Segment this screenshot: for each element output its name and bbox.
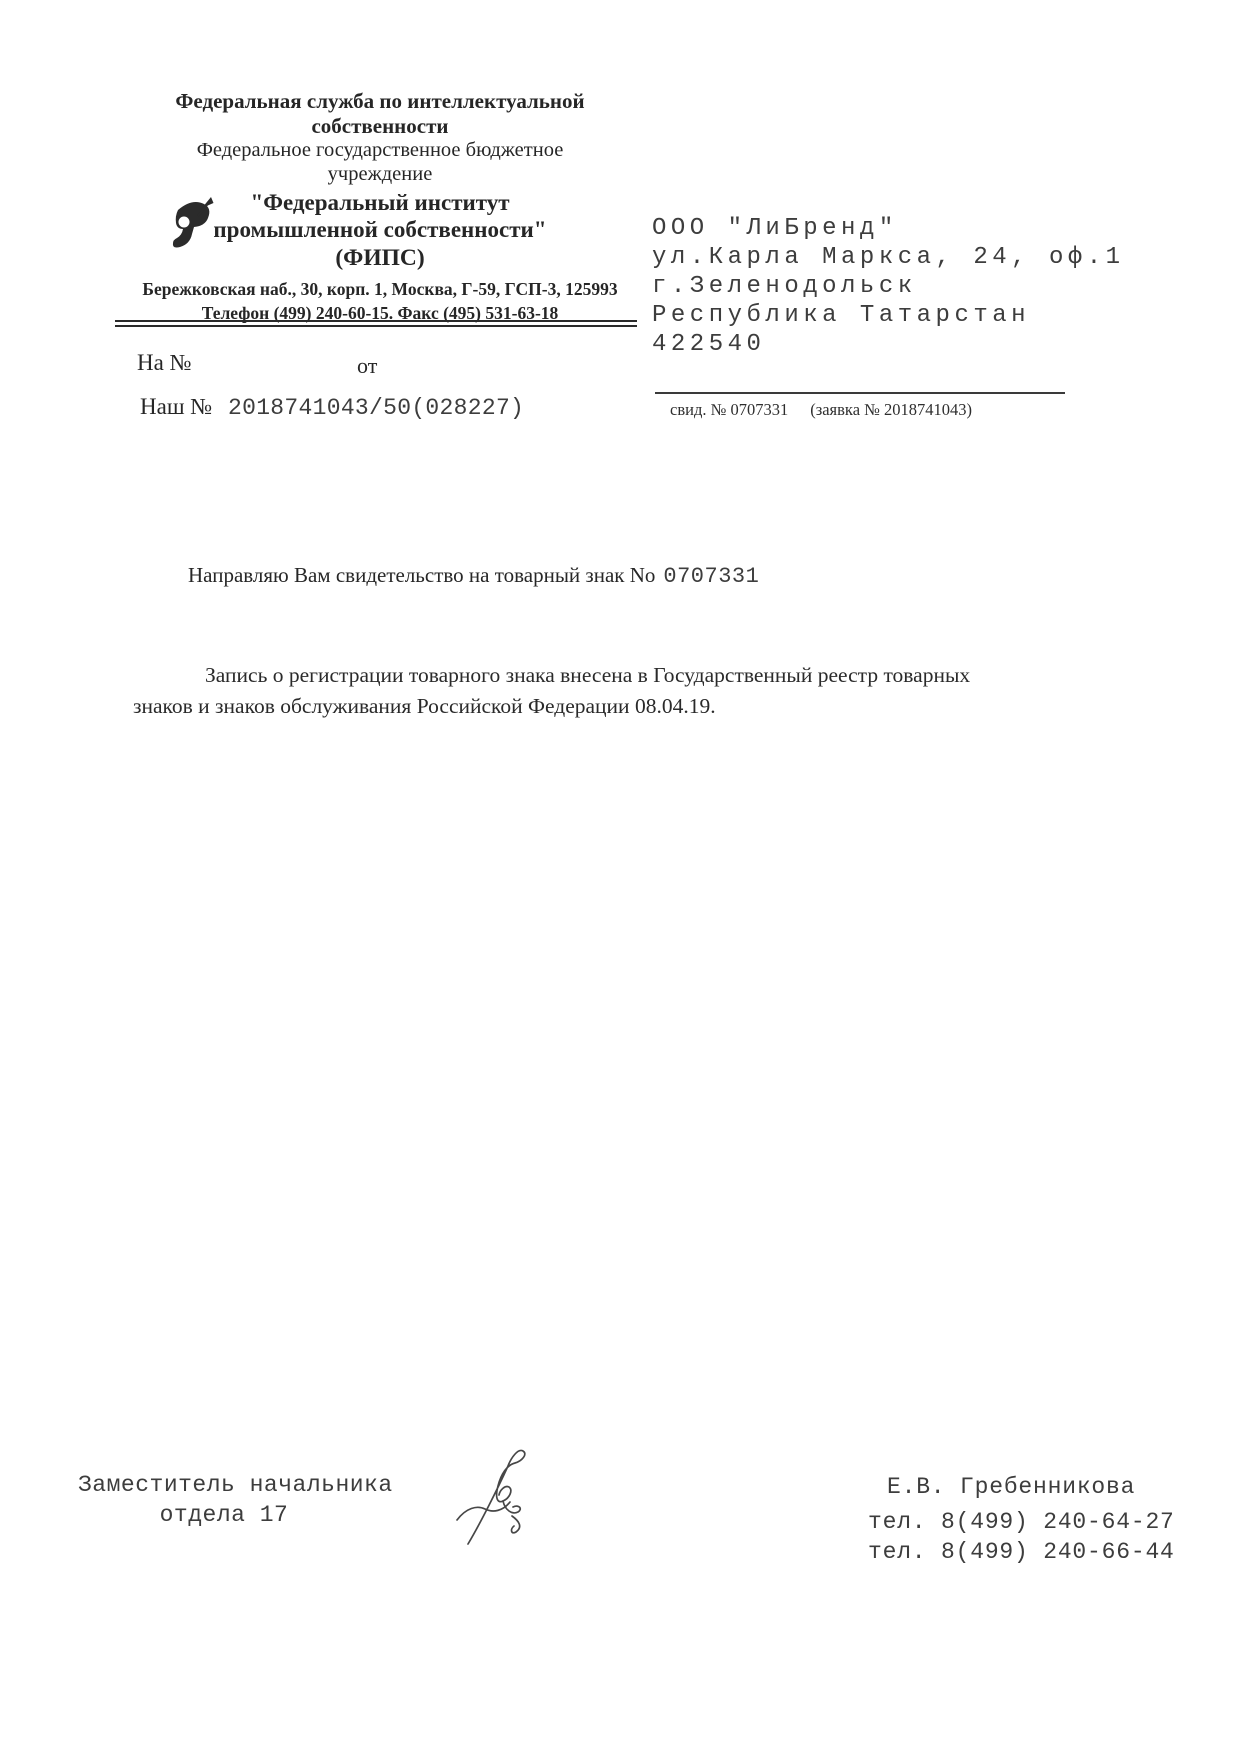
org-line: "Федеральный институт [250,190,510,215]
signer-position-line: Заместитель начальника [78,1472,393,1498]
signer-position [78,1470,393,1530]
recipient-line: ООО "ЛиБренд" [652,215,898,242]
intro-text: Направляю Вам свидетельство на товарный знак No [188,563,656,587]
certificate-reference [670,400,972,420]
signer-name: Е.В. Гребенникова [887,1474,1136,1500]
registration-paragraph [133,660,1053,722]
org-phone-fax: Телефон (499) 240-60-15. Факс (495) 531-63-18 [201,303,559,323]
application-number: (заявка № 2018741043) [810,400,973,419]
header-double-rule [115,320,637,327]
certificate-number: свид. № 0707331 [670,400,789,419]
org-line: промышленной собственности" [213,217,547,242]
org-postal-address: Бережковская наб., 30, корп. 1, Москва, Г-59, ГСП-3, 125993 [142,279,618,299]
sender-header [120,88,640,324]
handwritten-signature-icon [452,1444,547,1554]
org-line: собственности [311,114,449,138]
paragraph-line: знаков и знаков обслуживания Российской Федерации 08.04.19. [133,694,716,718]
our-number-value: 2018741043/50(028227) [228,395,525,421]
phone-line: тел. 8(499) 240-64-27 [868,1509,1175,1535]
recipient-line: ул.Карла Маркса, 24, оф.1 [652,244,1125,271]
signer-phones [868,1508,1175,1567]
incoming-date-label: от [357,353,378,378]
recipient-line: Республика Татарстан [652,302,1031,329]
org-line: учреждение [327,163,433,185]
org-line: Федеральная служба по интеллектуальной [175,89,585,113]
intro-sentence [188,563,759,589]
signer-position-line: отдела 17 [159,1502,289,1528]
trademark-number: 0707331 [663,564,760,589]
recipient-line: г.Зеленодольск [652,273,917,300]
org-abbreviation: (ФИПС) [335,245,425,271]
org-line: Федеральное государственное бюджетное [196,139,564,161]
incoming-number-label: На № [137,350,192,375]
paragraph-line: Запись о регистрации товарного знака внесена в Государственный реестр товарных [205,663,971,687]
phone-line: тел. 8(499) 240-66-44 [868,1538,1175,1565]
certificate-rule [655,392,1065,394]
recipient-address [652,214,1125,359]
our-number-label: Наш № [140,394,213,419]
recipient-postal-code: 422540 [652,331,766,358]
